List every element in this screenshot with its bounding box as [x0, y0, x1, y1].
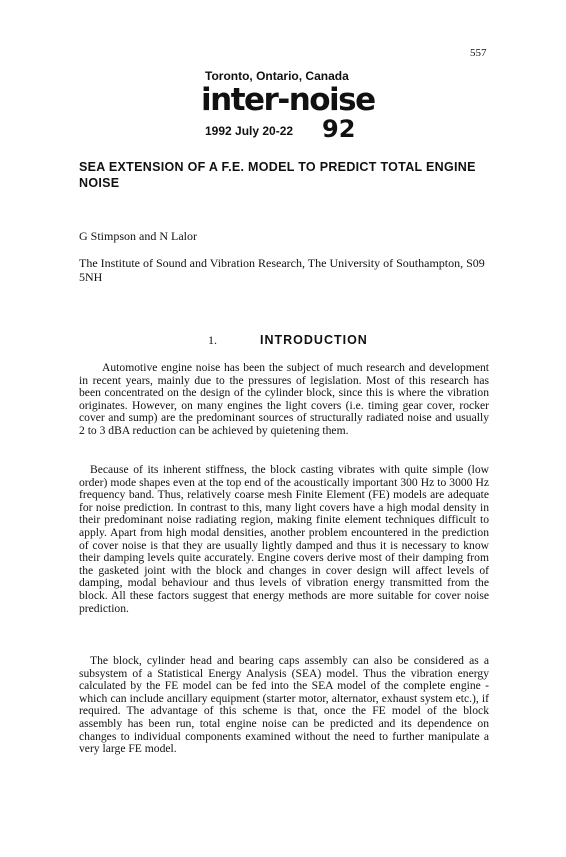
conference-logo: inter-noise	[201, 82, 375, 118]
body-paragraph: Because of its inherent stiffness, the block casting vibrates with quite simple (low order) mode shapes even at the top end of the acoustically important 300 Hz to 3000 Hz frequency band. Thus, relatively coarse mesh Finite Element (FE) models are adequate for noise prediction. In contrast to this, many light covers have a high modal density in their predominant noise radiating region, making finite element techniques difficult to apply. Apart from high modal densities, another problem encountered in the prediction of cover noise is that they are usually lightly damped and thus it is necessary to know their damping levels quite accurately. Engine covers derive most of their damping from the gasketed joint with the block and changes in cover design will affect levels of damping, modal behaviour and thus levels of vibration energy transmitted from the block. All these factors suggest that energy methods are more suitable for cover noise prediction.	[79, 463, 489, 615]
body-paragraph: The block, cylinder head and bearing caps assembly can also be considered as a subsystem of a Statistical Energy Analysis (SEA) model. Thus the vibration energy calculated by the FE model can be fed into the SEA model of the complete engine - which can include ancillary equipment (starter motor, alternator, exhaust system etc.), if required. The advantage of this scheme is that, once the FE model of the block assembly has been run, total engine noise can be predicted and its dependence on changes to individual components examined without the need to further manipulate a very large FE model.	[79, 654, 489, 756]
conference-year-mark: 92	[322, 115, 356, 143]
section-number: 1.	[208, 333, 217, 347]
conference-location: Toronto, Ontario, Canada	[205, 69, 349, 83]
conference-date: 1992 July 20-22	[205, 124, 294, 138]
affiliation: The Institute of Sound and Vibration Research, The University of Southampton, S09 5NH	[79, 256, 485, 284]
body-paragraph: Automotive engine noise has been the subject of much research and development in recent years, mainly due to the pressures of legislation. Most of this research has been concentrated on the design of the cylinder block, since this is where the vibration originates. However, on many engines the light covers (i.e. timing gear cover, rocker cover and sump) are the predominant sources of structurally radiated noise and usually 2 to 3 dBA reduction can be achieved by quietening them.	[79, 361, 489, 437]
section-heading	[208, 333, 368, 348]
authors: G Stimpson and N Lalor	[79, 229, 197, 243]
page-number: 557	[470, 47, 487, 59]
paper-title: SEA EXTENSION OF A F.E. MODEL TO PREDICT TOTAL ENGINE NOISE	[79, 160, 476, 190]
section-title: INTRODUCTION	[260, 333, 368, 347]
